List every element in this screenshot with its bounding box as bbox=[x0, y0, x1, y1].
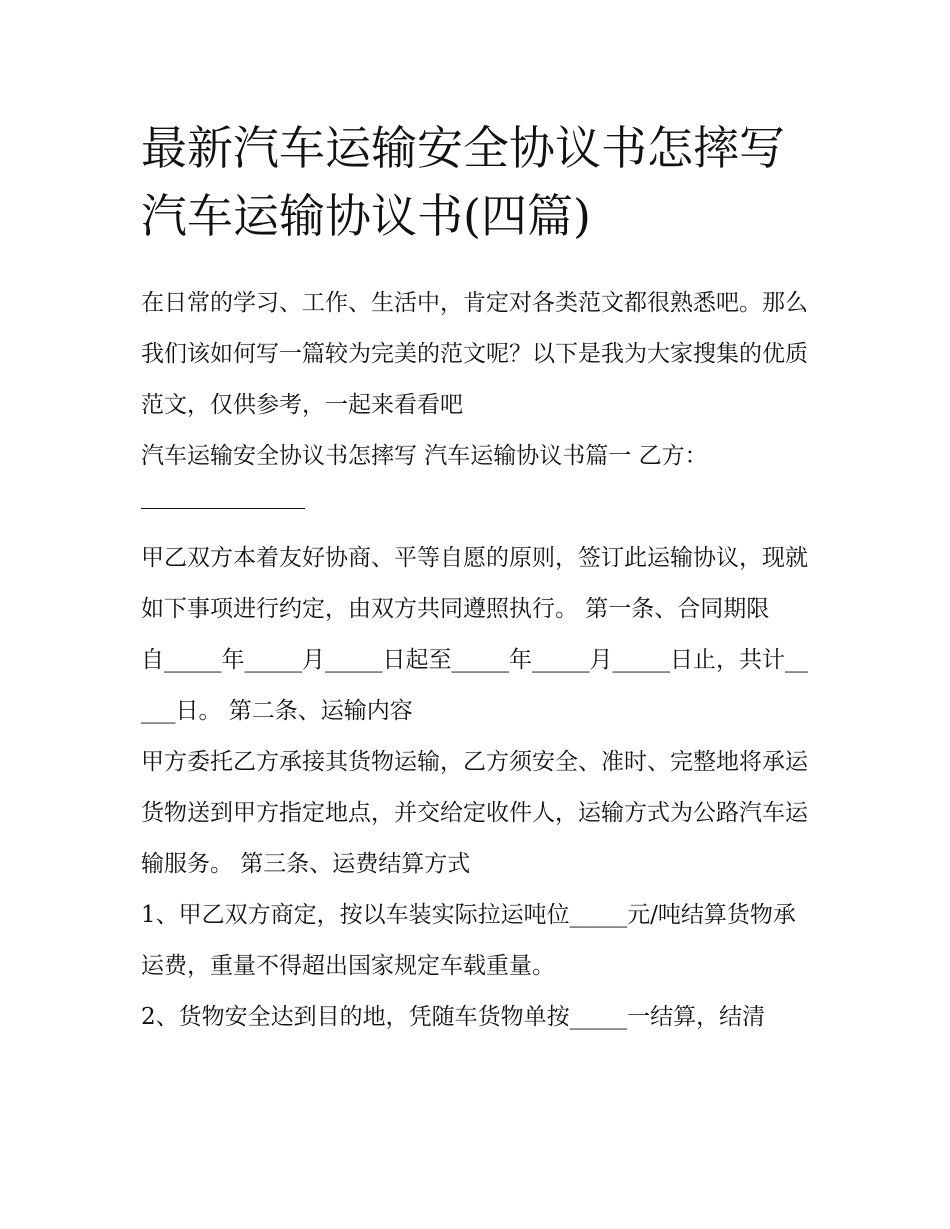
blank-underline bbox=[141, 508, 305, 509]
contract-term-paragraph: 自_____年_____月_____日起至_____年_____月_____日止，共计_____日。 第二条、运输内容 bbox=[141, 647, 808, 724]
settlement-clause-1: 1、甲乙双方商定，按以车装实际拉运吨位_____元/吨结算货物承运费，重量不得超出国家规定车载重量。 bbox=[141, 902, 796, 979]
agreement-paragraph: 甲乙双方本着友好协商、平等自愿的原则，签订此运输协议，现就如下事项进行约定，由双方共同遵照执行。 第一条、合同期限 bbox=[141, 545, 808, 622]
document-title: 最新汽车运输安全协议书怎摔写 汽车运输协议书(四篇) bbox=[141, 121, 785, 243]
signature-blank-line bbox=[141, 482, 813, 533]
intro-paragraph: 在日常的学习、工作、生活中，肯定对各类范文都很熟悉吧。那么我们该如何写一篇较为完美的范文呢？以下是我为大家搜集的优质范文，仅供参考，一起来看看吧 bbox=[141, 290, 808, 418]
transport-content-paragraph: 甲方委托乙方承接其货物运输，乙方须安全、准时、完整地将承运货物送到甲方指定地点，并交给定收件人，运输方式为公路汽车运输服务。 第三条、运费结算方式 bbox=[141, 749, 808, 877]
settlement-clause-2: 2、货物安全达到目的地，凭随车货物单按_____一结算，结清 bbox=[141, 1004, 766, 1030]
section-heading: 汽车运输安全协议书怎摔写 汽车运输协议书篇一 乙方： bbox=[141, 443, 708, 469]
document-body bbox=[141, 278, 813, 1043]
document-content bbox=[141, 114, 813, 1043]
